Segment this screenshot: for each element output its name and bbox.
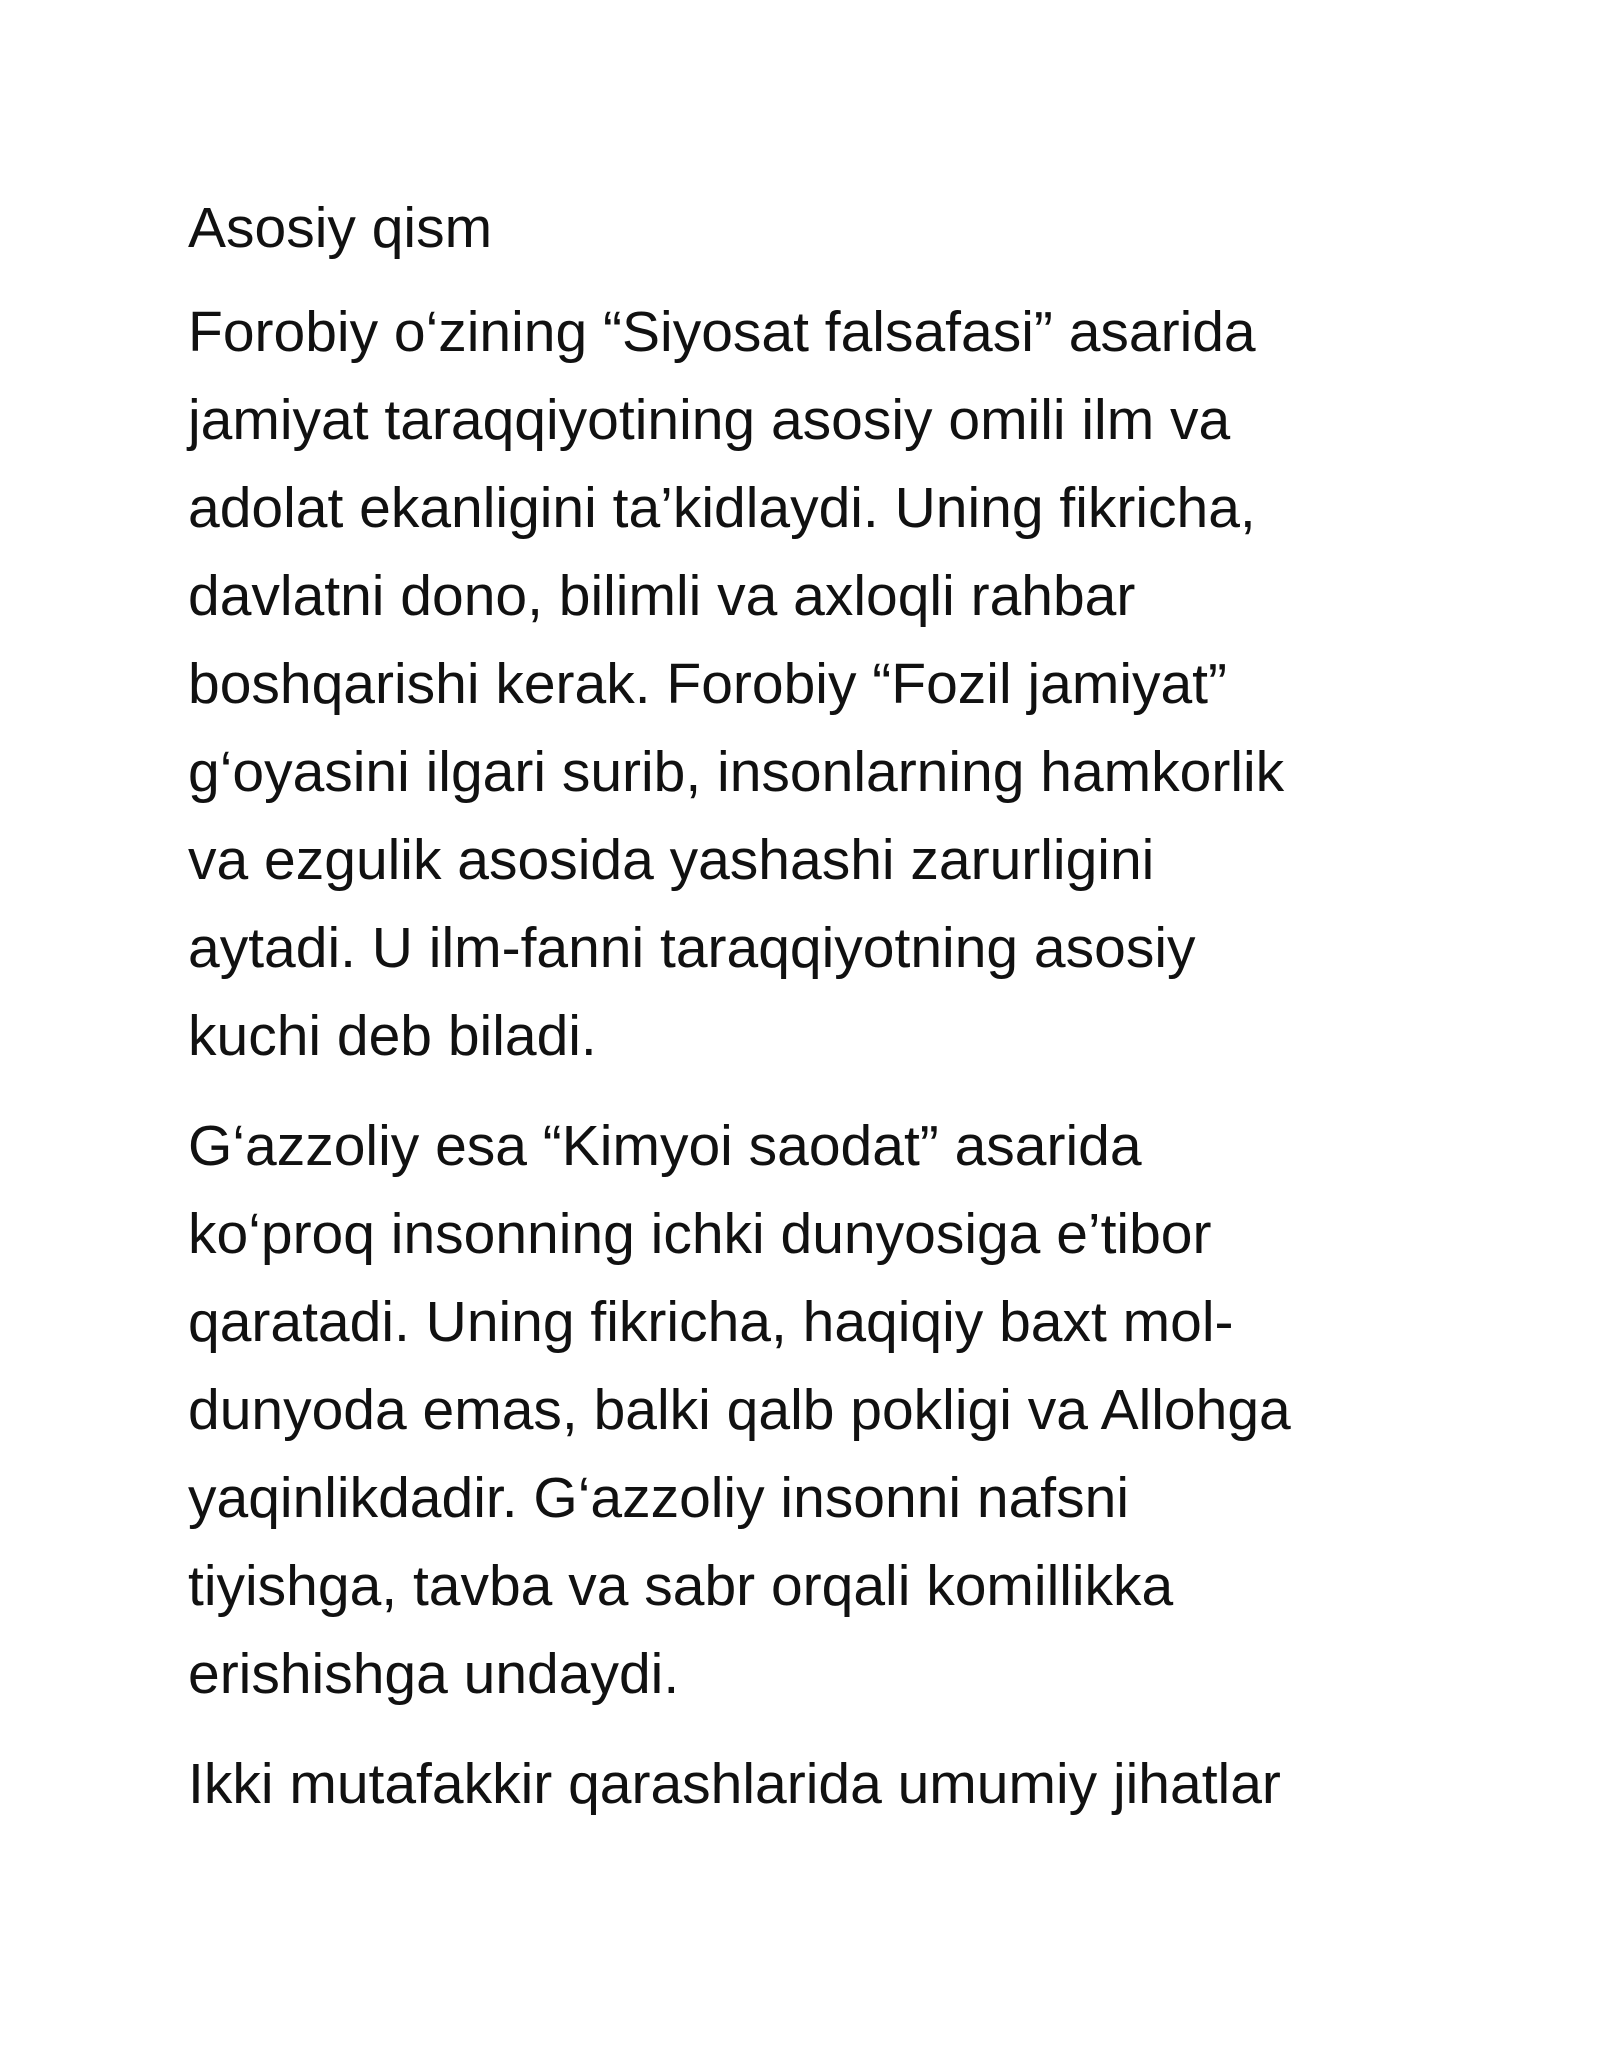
document-page — [188, 190, 1448, 1850]
text-line: Forobiy o‘zining “Siyosat falsafasi” asarida — [188, 300, 1256, 364]
text-line: erishishga undaydi. — [188, 1642, 680, 1706]
paragraph-gazzoliy — [188, 1102, 1448, 1718]
text-line: boshqarishi kerak. Forobiy “Fozil jamiyat” — [188, 652, 1227, 716]
text-line: qaratadi. Uning fikricha, haqiqiy baxt mol- — [188, 1290, 1234, 1354]
text-line: jamiyat taraqqiyotining asosiy omili ilm va — [188, 388, 1231, 452]
text-line: g‘oyasini ilgari surib, insonlarning hamkorlik — [188, 740, 1285, 804]
text-line: adolat ekanligini ta’kidlaydi. Uning fikricha, — [188, 476, 1256, 540]
text-line: aytadi. U ilm-fanni taraqqiyotning asosiy — [188, 916, 1196, 980]
paragraph-forobiy — [188, 288, 1448, 1080]
text-line: kuchi deb biladi. — [188, 1004, 597, 1068]
paragraph-comparison — [188, 1740, 1448, 1828]
text-line: va ezgulik asosida yashashi zarurligini — [188, 828, 1155, 892]
text-line: davlatni dono, bilimli va axloqli rahbar — [188, 564, 1136, 628]
text-line: Ikki mutafakkir qarashlarida umumiy jihatlar — [188, 1752, 1281, 1816]
text-line: tiyishga, tavba va sabr orqali komillikka — [188, 1554, 1174, 1618]
text-line: G‘azzoliy esa “Kimyoi saodat” asarida — [188, 1114, 1142, 1178]
text-line: yaqinlikdadir. G‘azzoliy insonni nafsni — [188, 1466, 1130, 1530]
text-line: ko‘proq insonning ichki dunyosiga e’tibor — [188, 1202, 1212, 1266]
section-heading: Asosiy qism — [188, 196, 493, 260]
text-line: dunyoda emas, balki qalb pokligi va Allohga — [188, 1378, 1291, 1442]
